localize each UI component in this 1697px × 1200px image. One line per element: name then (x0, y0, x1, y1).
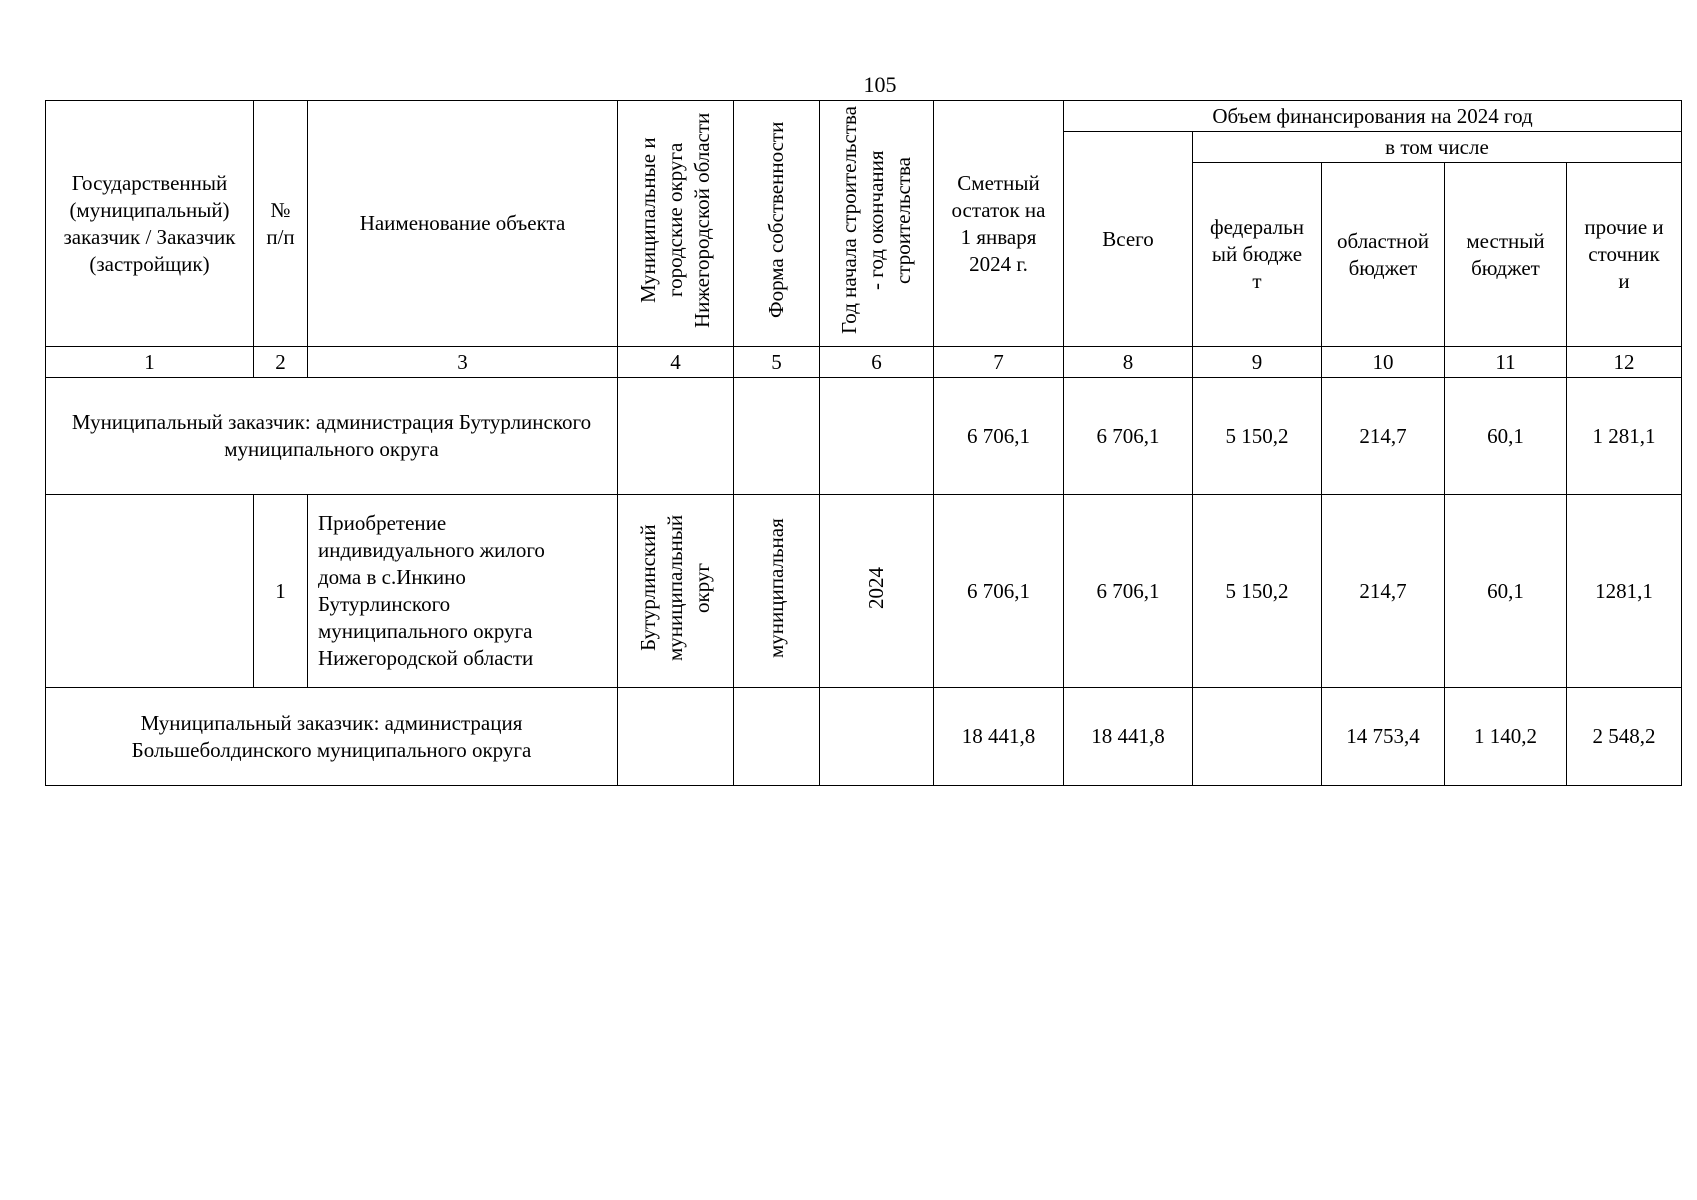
header-financing-volume: Объем финансирования на 2024 год (1064, 101, 1682, 132)
empty-cell (820, 688, 934, 786)
regional-cell: 14 753,4 (1322, 688, 1445, 786)
empty-cell (734, 688, 820, 786)
header-ownership-form: Форма собственности (734, 101, 820, 347)
total-cell: 6 706,1 (1064, 495, 1193, 688)
federal-cell (1193, 688, 1322, 786)
empty-cell (46, 495, 254, 688)
row-number-cell: 1 (254, 495, 308, 688)
column-number: 10 (1322, 347, 1445, 378)
column-number: 12 (1567, 347, 1682, 378)
empty-cell (820, 378, 934, 495)
object-row (46, 495, 1682, 688)
estimated-balance-cell: 18 441,8 (934, 688, 1064, 786)
empty-cell (618, 378, 734, 495)
estimated-balance-cell: 6 706,1 (934, 378, 1064, 495)
header-row (46, 101, 1682, 132)
column-number: 4 (618, 347, 734, 378)
header-federal-budget: федеральный бюджет (1193, 163, 1322, 347)
header-customer: Государственный (муниципальный) заказчик / Заказчик (застройщик) (46, 101, 254, 347)
local-cell: 1 140,2 (1445, 688, 1567, 786)
other-cell: 1 281,1 (1567, 378, 1682, 495)
column-number: 11 (1445, 347, 1567, 378)
header-construction-years: Год начала строительства - год окончания строительства (820, 101, 934, 347)
column-number: 3 (308, 347, 618, 378)
local-cell: 60,1 (1445, 495, 1567, 688)
column-number-row (46, 347, 1682, 378)
customer-row (46, 688, 1682, 786)
regional-cell: 214,7 (1322, 495, 1445, 688)
column-number: 5 (734, 347, 820, 378)
column-number: 1 (46, 347, 254, 378)
header-municipal-districts: Муниципальные и городские округа Нижегородской области (618, 101, 734, 347)
district-cell: Бутурлинский муниципальный округ (618, 495, 734, 688)
other-cell: 1281,1 (1567, 495, 1682, 688)
federal-cell: 5 150,2 (1193, 378, 1322, 495)
empty-cell (618, 688, 734, 786)
header-object-name: Наименование объекта (308, 101, 618, 347)
federal-cell: 5 150,2 (1193, 495, 1322, 688)
column-number: 2 (254, 347, 308, 378)
header-number: № п/п (254, 101, 308, 347)
years-cell: 2024 (820, 495, 934, 688)
total-cell: 18 441,8 (1064, 688, 1193, 786)
customer-row (46, 378, 1682, 495)
empty-cell (734, 378, 820, 495)
customer-name: Муниципальный заказчик: администрация Большеболдинского муниципального округа (46, 688, 618, 786)
header-estimated-balance: Сметный остаток на 1 января 2024 г. (934, 101, 1064, 347)
ownership-cell: муниципальная (734, 495, 820, 688)
column-number: 6 (820, 347, 934, 378)
column-number: 9 (1193, 347, 1322, 378)
customer-name: Муниципальный заказчик: администрация Бутурлинского муниципального округа (46, 378, 618, 495)
estimated-balance-cell: 6 706,1 (934, 495, 1064, 688)
page-number: 105 (863, 72, 897, 97)
header-total: Всего (1064, 132, 1193, 347)
header-regional-budget: областной бюджет (1322, 163, 1445, 347)
financing-table (45, 100, 1682, 786)
other-cell: 2 548,2 (1567, 688, 1682, 786)
column-number: 7 (934, 347, 1064, 378)
local-cell: 60,1 (1445, 378, 1567, 495)
header-including: в том числе (1193, 132, 1682, 163)
header-other-sources: прочие источники (1567, 163, 1682, 347)
column-number: 8 (1064, 347, 1193, 378)
regional-cell: 214,7 (1322, 378, 1445, 495)
total-cell: 6 706,1 (1064, 378, 1193, 495)
object-name-cell: Приобретение индивидуального жилого дома в с.Инкино Бутурлинского муниципального округа Нижегородской области (308, 495, 618, 688)
header-local-budget: местный бюджет (1445, 163, 1567, 347)
